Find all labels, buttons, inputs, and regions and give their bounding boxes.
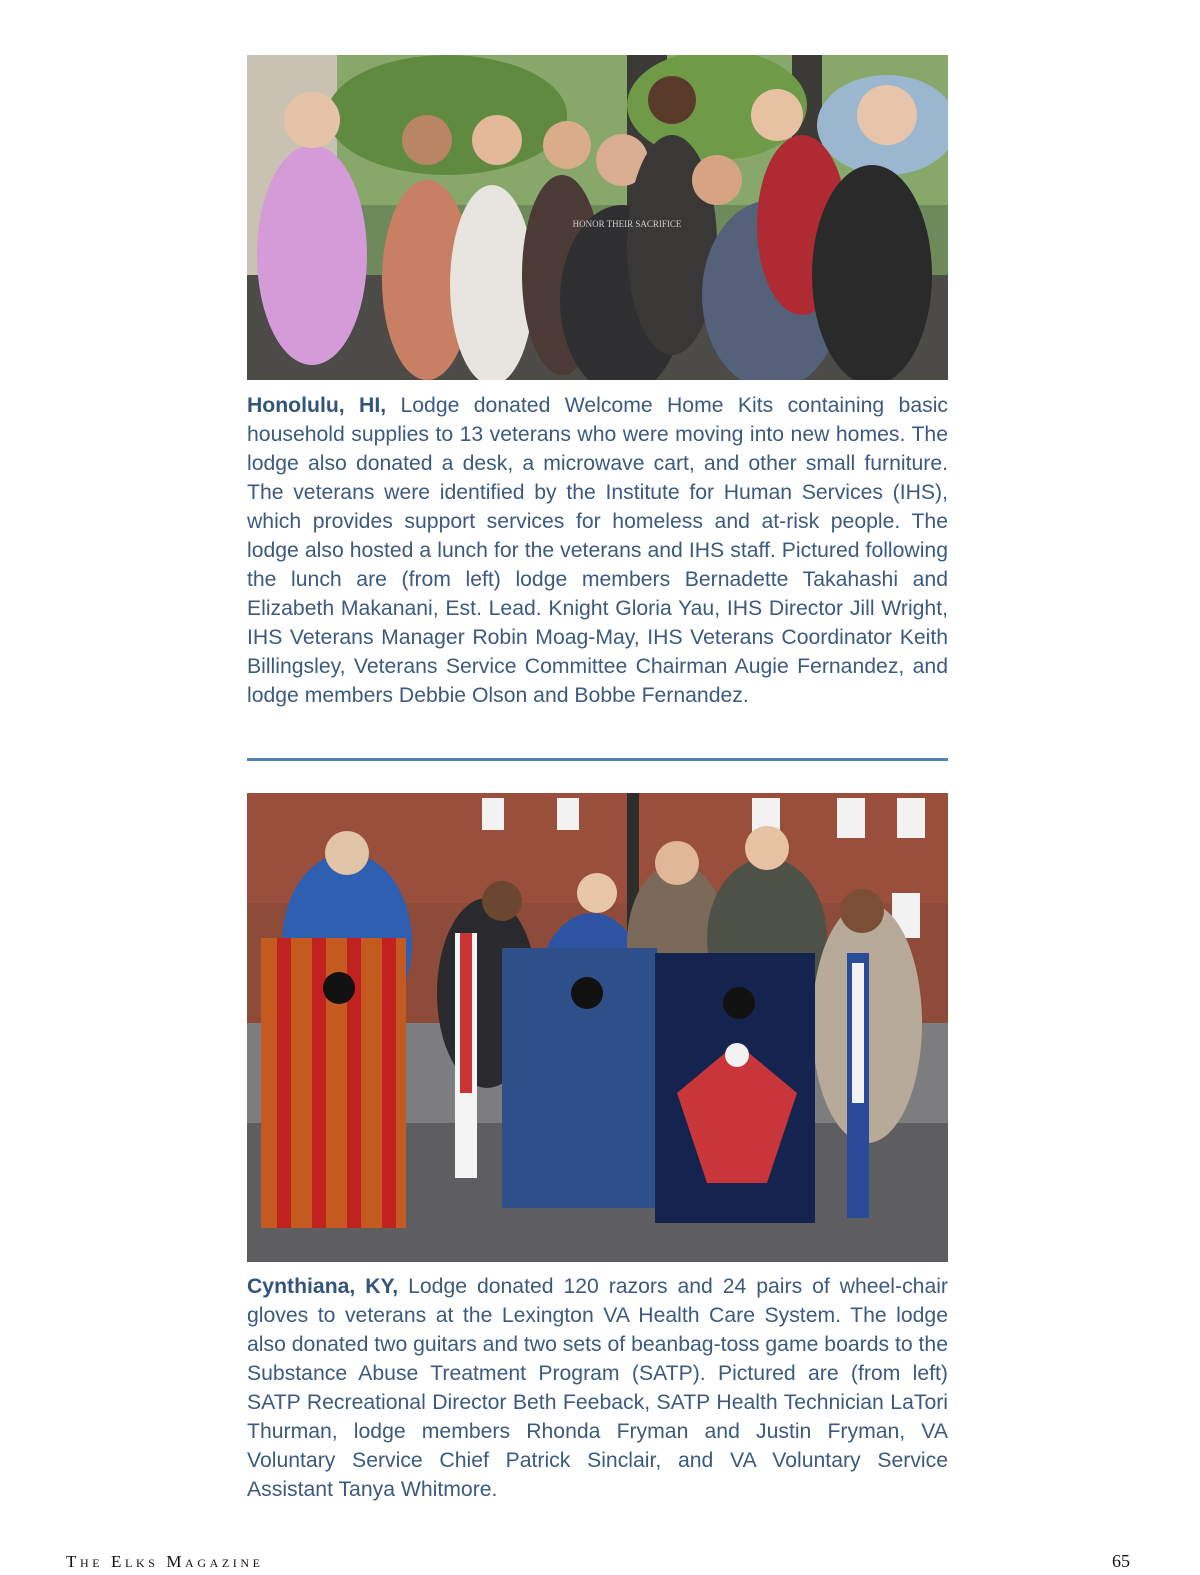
caption-body: Lodge donated 120 razors and 24 pairs of wheel-chair gloves to veterans at the Lexington VA Health Care System. The lodge also donated two guitars and two sets of beanbag-toss game boards to the Substance Abuse Treatment Program (SATP). Pictured are (from left) SATP Recreational Director Beth Feeback, SATP Health Technician LaTori Thurman, lodge members Rhonda Fryman and Justin Fryman, VA Voluntary Service Chief Patrick Sinclair, and VA Voluntary Service Assistant Tanya Whitmore. — [247, 1275, 948, 1501]
section-divider — [247, 758, 948, 761]
photo-cynthiana-group — [247, 793, 948, 1262]
photo-honolulu-group — [247, 55, 948, 380]
caption-honolulu — [247, 391, 948, 710]
caption-cynthiana — [247, 1272, 948, 1504]
caption-location: Honolulu, HI, — [247, 394, 387, 417]
caption-location: Cynthiana, KY, — [247, 1275, 399, 1298]
page-number: 65 — [1112, 1551, 1130, 1571]
magazine-title: The Elks Magazine — [66, 1552, 264, 1571]
caption-body: Lodge donated Welcome Home Kits containing basic household supplies to 13 veterans who were moving into new homes. The lodge also donated a desk, a microwave cart, and other small furniture. The veterans were identified by the Institute for Human Services (IHS), which provides support services for homeless and at-risk people. The lodge also hosted a lunch for the veterans and IHS staff. Pictured following the lunch are (from left) lodge members Bernadette Takahashi and Elizabeth Makanani, Est. Lead. Knight Gloria Yau, IHS Director Jill Wright, IHS Veterans Manager Robin Moag-May, IHS Veterans Coordinator Keith Billingsley, Veterans Service Committee Chairman Augie Fernandez, and lodge members Debbie Olson and Bobbe Fernandez. — [247, 394, 948, 707]
shirt-text: HONOR THEIR SACRIFICE — [572, 219, 682, 229]
